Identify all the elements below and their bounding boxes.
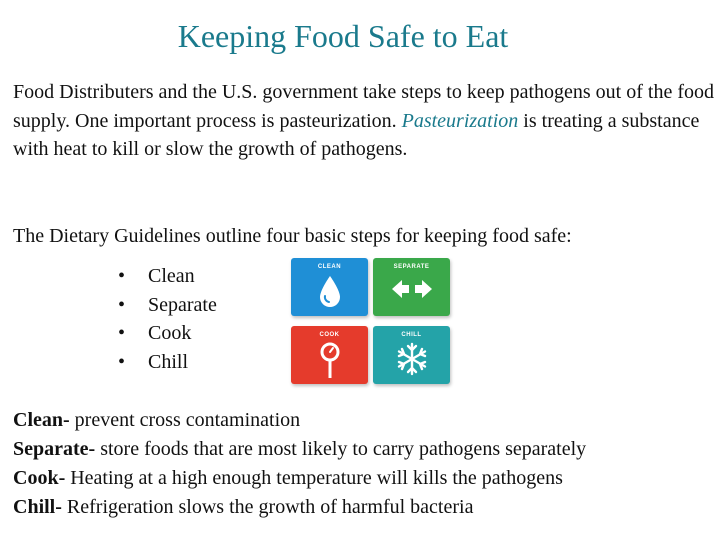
definition-text: Refrigeration slows the growth of harmful bacteria	[61, 496, 474, 518]
definition-term: Cook-	[13, 467, 66, 489]
cook-tile	[291, 326, 368, 384]
pasteurization-term: Pasteurization	[401, 109, 519, 132]
definition-row	[13, 493, 717, 522]
chill-tile-label: CHILL	[401, 332, 422, 338]
definition-term: Chill-	[13, 496, 62, 518]
definition-term: Separate-	[13, 438, 96, 460]
step-label-chill: Chill	[148, 350, 189, 373]
water-drop-icon	[317, 274, 343, 308]
intro-text-1: Food Distributers and the U.S. government take steps to keep pathogens out of the food supply. One important process is pasteurization.	[13, 81, 714, 132]
bullet: •	[118, 293, 126, 316]
chill-tile	[373, 326, 450, 384]
separate-tile	[373, 258, 450, 316]
steps-list	[118, 262, 217, 376]
definition-text: prevent cross contamination	[69, 409, 301, 431]
definition-row	[13, 435, 717, 464]
intro-paragraph	[13, 78, 717, 164]
list-item	[118, 262, 217, 291]
definitions	[13, 406, 717, 522]
list-item	[118, 319, 217, 348]
definition-row	[13, 464, 717, 493]
step-label-separate: Separate	[148, 293, 217, 316]
clean-tile-label: CLEAN	[317, 264, 342, 270]
definition-term: Clean-	[13, 409, 70, 431]
guidelines-text: The Dietary Guidelines outline four basic steps for keeping food safe:	[13, 225, 572, 247]
page-title: Keeping Food Safe to Eat	[177, 18, 509, 54]
bullet: •	[118, 265, 126, 287]
step-label-clean: Clean	[148, 265, 195, 287]
intro-text-2: is treating a substance with heat to kill or slow the growth of pathogens.	[13, 109, 700, 161]
clean-tile	[291, 258, 368, 316]
definition-row	[13, 406, 717, 435]
cook-tile-label: COOK	[319, 332, 340, 338]
list-item	[118, 291, 217, 320]
bullet: •	[118, 350, 126, 373]
bullet: •	[118, 322, 126, 344]
separate-tile-label: SEPARATE	[393, 264, 430, 270]
definition-text: Heating at a high enough temperature will kills the pathogens	[65, 467, 563, 489]
definition-text: store foods that are most likely to carry pathogens separately	[95, 438, 587, 460]
food-safety-icons	[291, 258, 450, 384]
snowflake-icon	[395, 342, 429, 376]
step-label-cook: Cook	[148, 322, 192, 344]
thermometer-icon	[319, 342, 341, 380]
list-item	[118, 348, 217, 377]
arrows-apart-icon	[390, 274, 434, 304]
